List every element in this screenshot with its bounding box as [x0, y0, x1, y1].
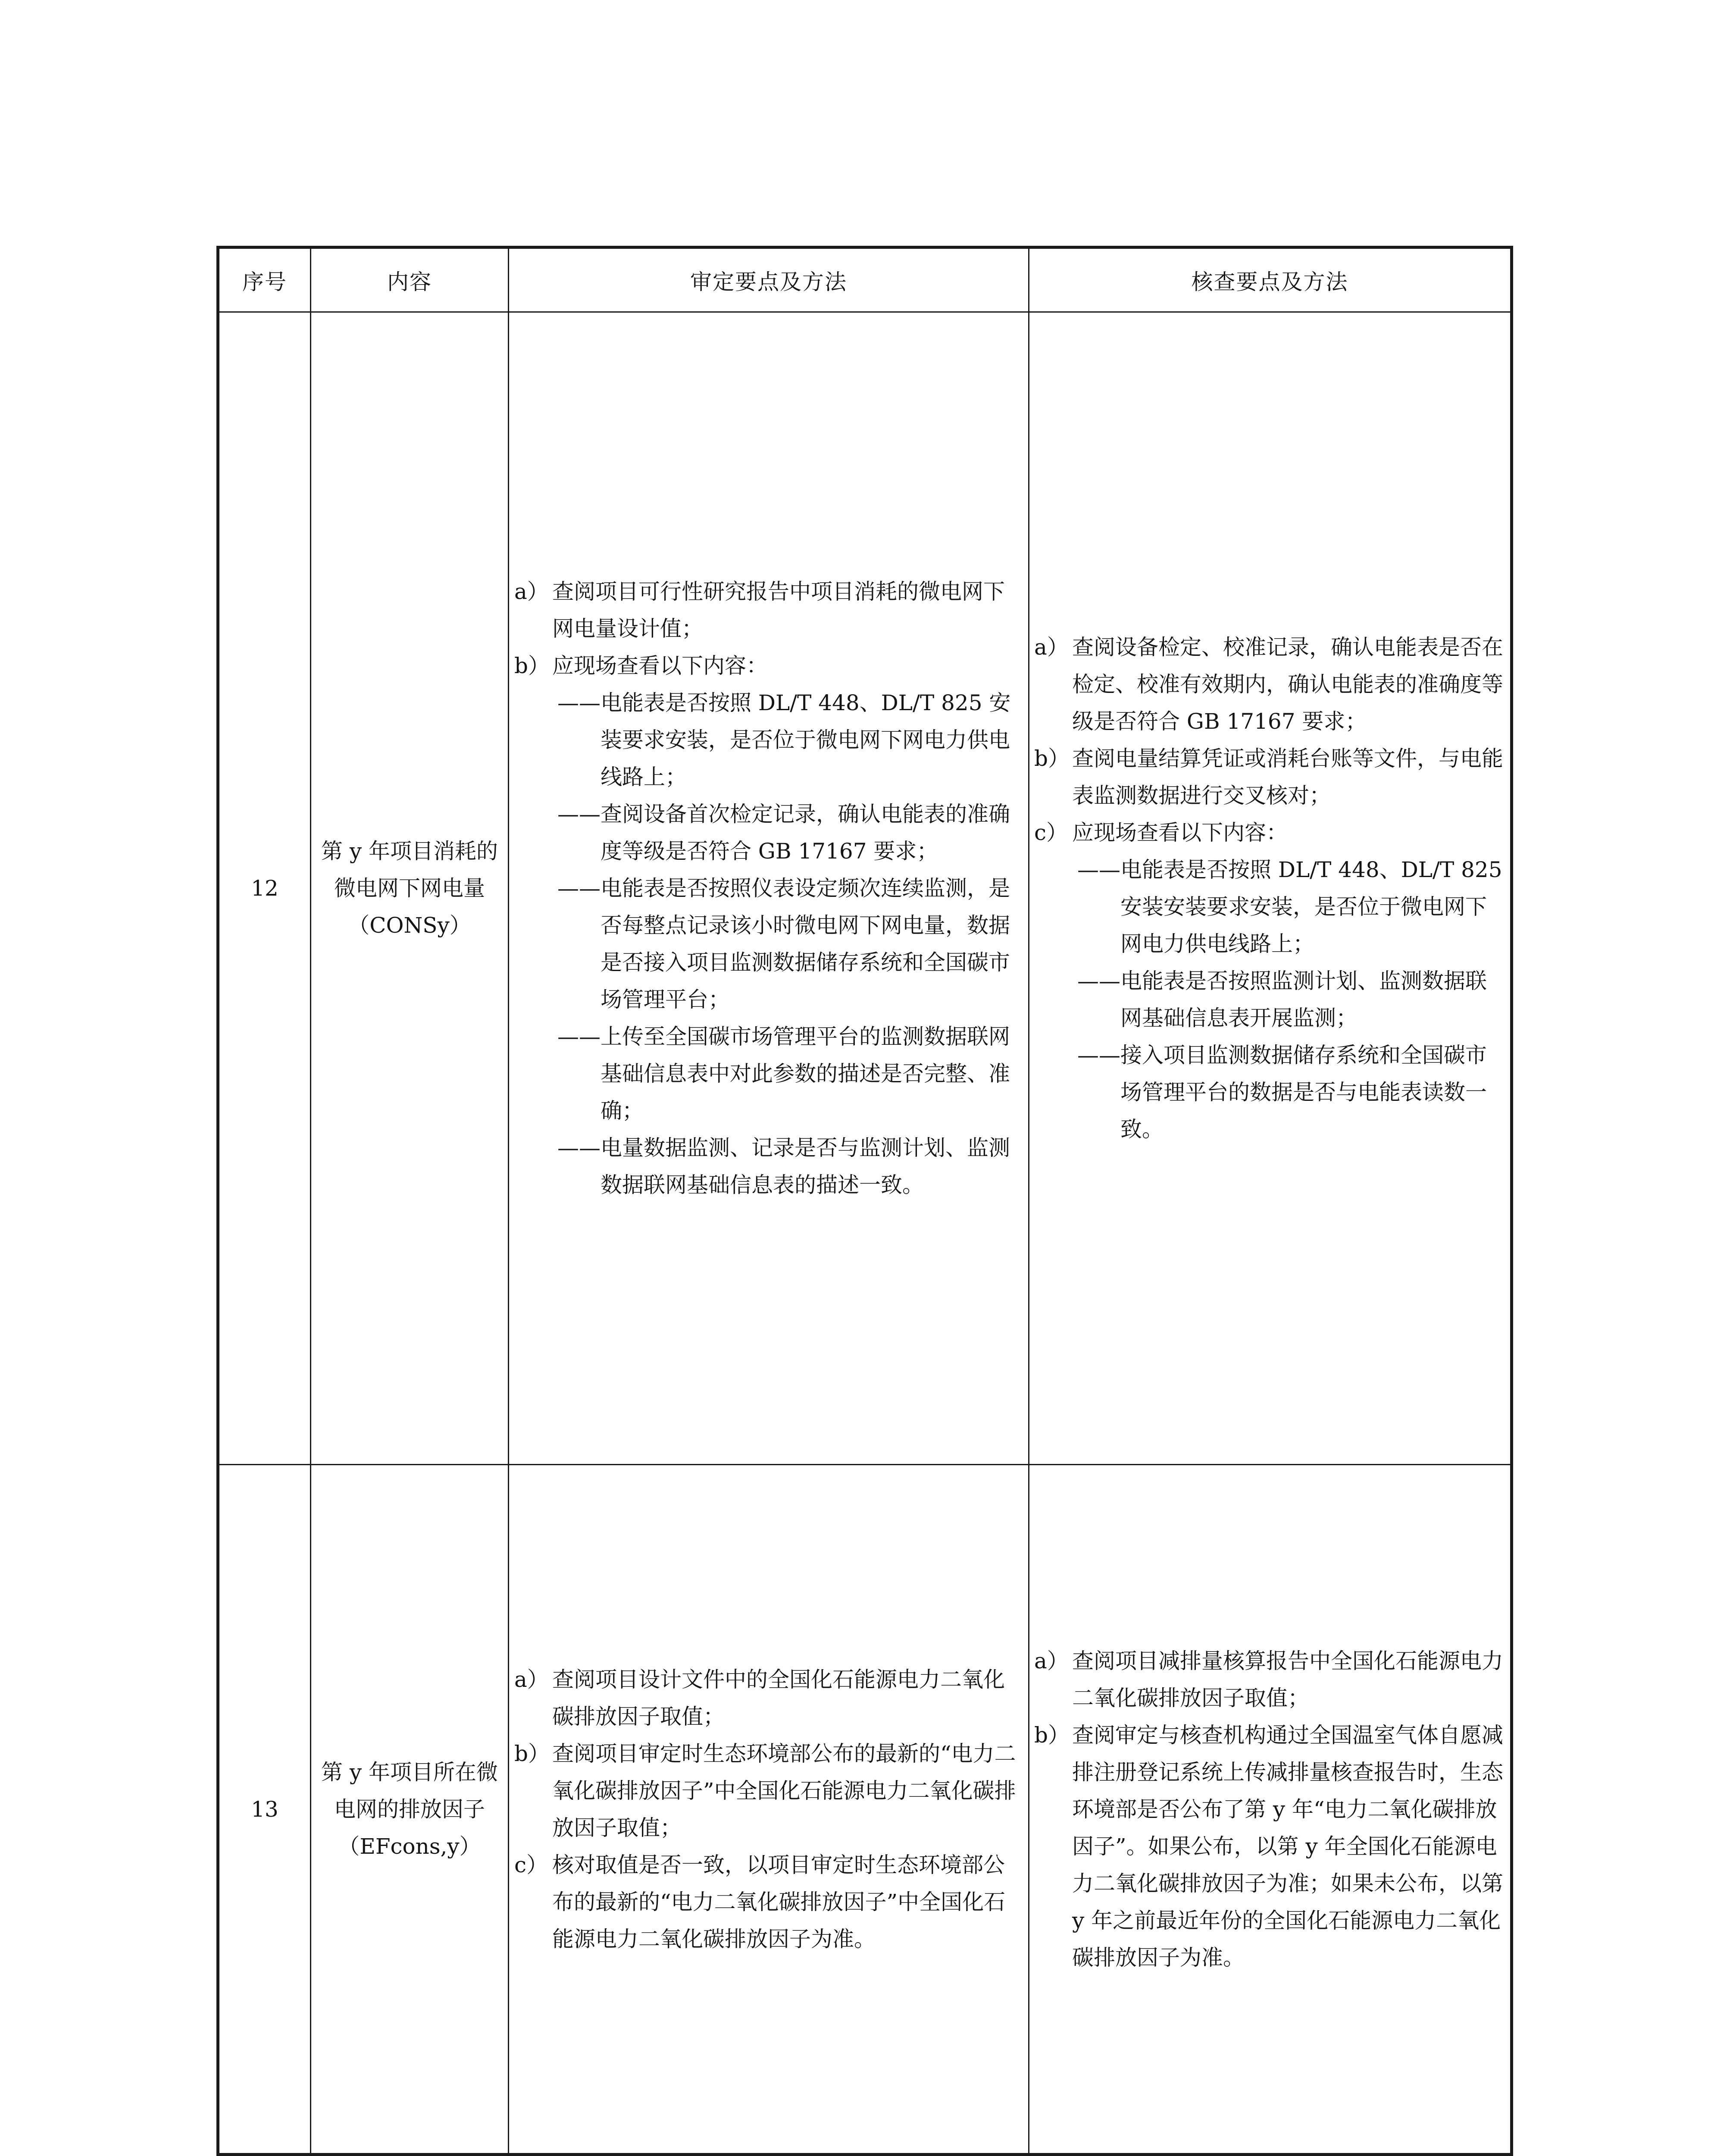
- item-label: a）: [1034, 635, 1069, 660]
- sub-item: [1034, 962, 1505, 1037]
- parameter-description: 第 y 年项目消耗的微电网下网电量: [321, 839, 498, 901]
- header-content: 内容: [387, 269, 432, 295]
- item-label: a）: [514, 579, 549, 604]
- list-item: [514, 1846, 1023, 1958]
- dash-marker: ——: [557, 876, 601, 901]
- header-verification: 核查要点及方法: [1191, 269, 1348, 295]
- table-row-12-validation: [514, 313, 1023, 1464]
- item-text: 核对取值是否一致，以项目审定时生态环境部公布的最新的“电力二氧化碳排放因子”中全国化石能源电力二氧化碳排放因子为准。: [552, 1852, 1006, 1952]
- item-text: 查阅电量结算凭证或消耗台账等文件，与电能表监测数据进行交叉核对；: [1072, 746, 1503, 808]
- list-item: [514, 1661, 1023, 1735]
- sub-item: [1034, 1037, 1505, 1148]
- sub-item: [514, 684, 1023, 796]
- list-item: [514, 647, 1023, 684]
- column-divider: [508, 249, 509, 2153]
- sub-item-text: 查阅设备首次检定记录，确认电能表的准确度等级是否符合 GB 17167 要求；: [601, 802, 1010, 864]
- sub-item-text: 电量数据监测、记录是否与监测计划、监测数据联网基础信息表的描述一致。: [601, 1135, 1010, 1197]
- list-item: [514, 1735, 1023, 1846]
- item-text: 查阅项目减排量核算报告中全国化石能源电力二氧化碳排放因子取值；: [1072, 1648, 1503, 1711]
- sub-item-text: 上传至全国碳市场管理平台的监测数据联网基础信息表中对此参数的描述是否完整、准确；: [601, 1024, 1010, 1123]
- header-validation: 审定要点及方法: [690, 269, 847, 295]
- item-text: 查阅项目设计文件中的全国化石能源电力二氧化碳排放因子取值；: [552, 1667, 1005, 1729]
- row-number: 12: [251, 876, 278, 901]
- dash-marker: ——: [557, 1135, 601, 1160]
- item-label: a）: [1034, 1648, 1069, 1673]
- parameter-description: 第 y 年项目所在微电网的排放因子（EFcons,y）: [321, 1759, 498, 1859]
- item-text: 应现场查看以下内容：: [1072, 820, 1288, 845]
- row-number: 13: [251, 1796, 278, 1822]
- dash-marker: ——: [1077, 968, 1120, 993]
- sub-item-text: 接入项目监测数据储存系统和全国碳市场管理平台的数据是否与电能表读数一致。: [1120, 1043, 1487, 1142]
- sub-item-text: 电能表是否按照仪表设定频次连续监测，是否每整点记录该小时微电网下网电量，数据是否接入项目监测数据储存系统和全国碳市场管理平台；: [601, 876, 1010, 1012]
- list-item: [1034, 1642, 1505, 1717]
- table-row-12-verification: [1034, 313, 1505, 1464]
- table-row-13-content: [316, 1465, 503, 2153]
- header-seq: 序号: [242, 269, 287, 295]
- item-label: b）: [1034, 746, 1070, 771]
- list-item: [1034, 629, 1505, 740]
- sub-item-text: 电能表是否按照监测计划、监测数据联网基础信息表开展监测；: [1120, 968, 1487, 1031]
- review-table: [216, 246, 1513, 2156]
- list-item: [514, 573, 1023, 647]
- dash-marker: ——: [557, 1024, 601, 1049]
- table-row-12-seq: [219, 313, 310, 1464]
- table-row-13-verification: [1034, 1465, 1505, 2153]
- dash-marker: ——: [557, 690, 601, 715]
- parameter-symbol: （CONSy）: [348, 913, 471, 938]
- item-label: c）: [514, 1852, 548, 1877]
- item-text: 应现场查看以下内容：: [552, 653, 768, 678]
- dash-marker: ——: [1077, 1043, 1120, 1068]
- item-text: 查阅项目审定时生态环境部公布的最新的“电力二氧化碳排放因子”中全国化石能源电力二氧化碳排放因子取值；: [552, 1741, 1016, 1840]
- item-text: 查阅审定与核查机构通过全国温室气体自愿减排注册登记系统上传减排量核查报告时，生态环境部是否公布了第 y 年“电力二氧化碳排放因子”。如果公布，以第 y 年全国化石能源电力二氧化碳排放因子为准；如果未公布，以第 y 年之前最近年份的全国化石能源电力二氧化碳排放因子为准。: [1072, 1722, 1503, 1970]
- item-label: b）: [514, 653, 550, 678]
- column-divider: [1028, 249, 1029, 2153]
- sub-item-text: 电能表是否按照 DL/T 448、DL/T 825 安装要求安装，是否位于微电网下网电力供电线路上；: [601, 690, 1011, 790]
- table-row-13-seq: [219, 1465, 310, 2153]
- list-item: [1034, 740, 1505, 814]
- sub-item-text: 电能表是否按照 DL/T 448、DL/T 825 安装安装要求安装，是否位于微电网下网电力供电线路上；: [1120, 857, 1502, 956]
- sub-item: [514, 796, 1023, 870]
- item-label: b）: [1034, 1722, 1070, 1748]
- sub-item: [514, 870, 1023, 1018]
- sub-item: [1034, 851, 1505, 962]
- dash-marker: ——: [1077, 857, 1120, 882]
- table-row-13-validation: [514, 1465, 1023, 2153]
- sub-item: [514, 1018, 1023, 1129]
- list-item: [1034, 1717, 1505, 1976]
- column-divider: [310, 249, 311, 2153]
- item-text: 查阅项目可行性研究报告中项目消耗的微电网下网电量设计值；: [552, 579, 1005, 641]
- sub-item: [514, 1129, 1023, 1203]
- dash-marker: ——: [557, 802, 601, 827]
- item-label: b）: [514, 1741, 550, 1766]
- table-row-12-content: [316, 313, 503, 1464]
- list-item: [1034, 814, 1505, 851]
- item-text: 查阅设备检定、校准记录，确认电能表是否在检定、校准有效期内，确认电能表的准确度等级是否符合 GB 17167 要求；: [1072, 635, 1503, 734]
- item-label: a）: [514, 1667, 549, 1692]
- item-label: c）: [1034, 820, 1068, 845]
